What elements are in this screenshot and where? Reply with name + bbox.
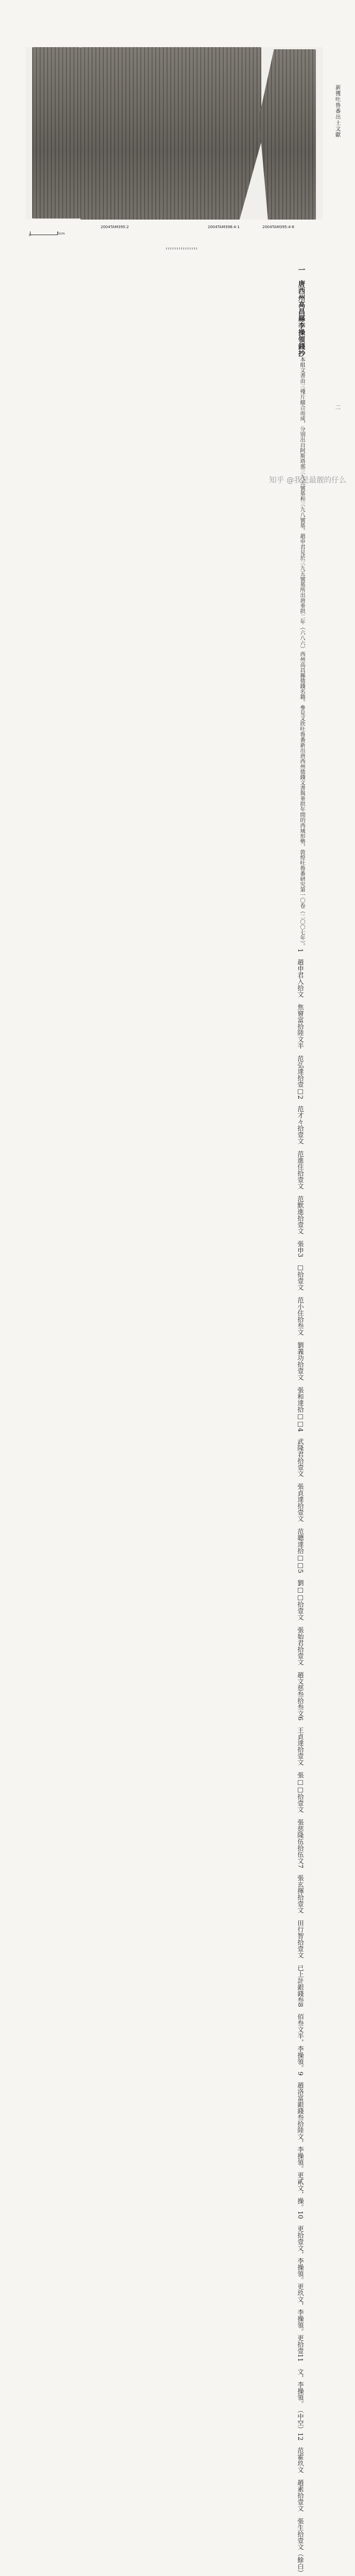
- running-header: 新獲吐魯番出土文獻: [334, 85, 340, 138]
- scale-bar: [30, 231, 58, 235]
- note-line-3: 西州高昌縣徵錢名籍。參見文欣吐魯番新出唐西州徵錢文書與垂: [299, 651, 305, 801]
- watermark: 知乎 @我是最靓的仔么: [269, 476, 346, 485]
- entry-line-9: 9 趙洛富銀錢叁拾陸文，李操領。更貳文，操。: [297, 2072, 304, 2211]
- entry-line-8: 8 佰叁文半，李操領。: [297, 2003, 304, 2072]
- entry-line-10: 10 更拾壹文，李操領。更玖文，李操領。更拾壹: [297, 2210, 304, 2354]
- fragment-caption-2: 2004TAM398:4-1: [208, 225, 240, 229]
- note-line-4: 拱年間的西域形勢，敦煌吐魯番研究第一〇卷（二〇〇七年）。: [299, 801, 305, 948]
- entry-line-6: 6 王貞達拾壹文 張□□拾壹文 張慈隆伍拾伍文: [297, 1716, 304, 1864]
- library-stamp: [166, 247, 198, 250]
- manuscript-fragment-1: [32, 47, 80, 219]
- entry-line-2: 2 范才々拾壹文 范進住拾壹文 范默進拾壹文 張申: [297, 1095, 304, 1254]
- note-line-1: 本組文書由三殘片綴合而成，分别出自阿斯塔那三九五號墓: [299, 357, 305, 496]
- entry-line-12: 12 范霍玖文 趙素拾壹文 張生拾壹文: [297, 2432, 304, 2550]
- entry-line-11: 11 文，李操領。: [297, 2354, 304, 2407]
- entry-line-4: 4 武隆君拾壹文 張貞達拾壹文 范聰達拾□□: [297, 1427, 304, 1569]
- scale-unit: 5cm: [58, 232, 65, 236]
- remaining-blank-note: （餘白）: [297, 2550, 304, 2576]
- scale-zero: 0: [29, 234, 31, 237]
- fragment-caption-1: 2004TAM395:2: [101, 225, 129, 229]
- entry-line-5: 5 劉□□拾壹文 張始君拾壹文 趙文慈叁拾叁文: [297, 1569, 304, 1717]
- fragment-caption-3: 2004TAM395:4-6: [262, 225, 294, 229]
- document-title: 一 唐西州高昌縣李操領錢抄: [297, 266, 305, 357]
- page-number: 二: [335, 405, 341, 411]
- blank-note: （中空）: [297, 2407, 304, 2433]
- entry-line-1: 1 趙申君入拾文 焦䆵富拾陸文半 范弘達拾壹□: [297, 948, 304, 1095]
- note-line-2: 和三九八號墓。趙申君見於三九五號墓所出唐垂拱二年（六八六）: [299, 496, 305, 651]
- entry-line-7: 7 張玄揮拾壹文 田行智拾壹文 已上計銀錢叁: [297, 1864, 304, 2003]
- entry-line-3: 3 □拾壹文 范小住拾叁文 劉義功拾壹文 張和達拾□□: [297, 1253, 304, 1428]
- manuscript-fragment-2: [80, 47, 261, 220]
- transcription-block: [291, 266, 306, 2576]
